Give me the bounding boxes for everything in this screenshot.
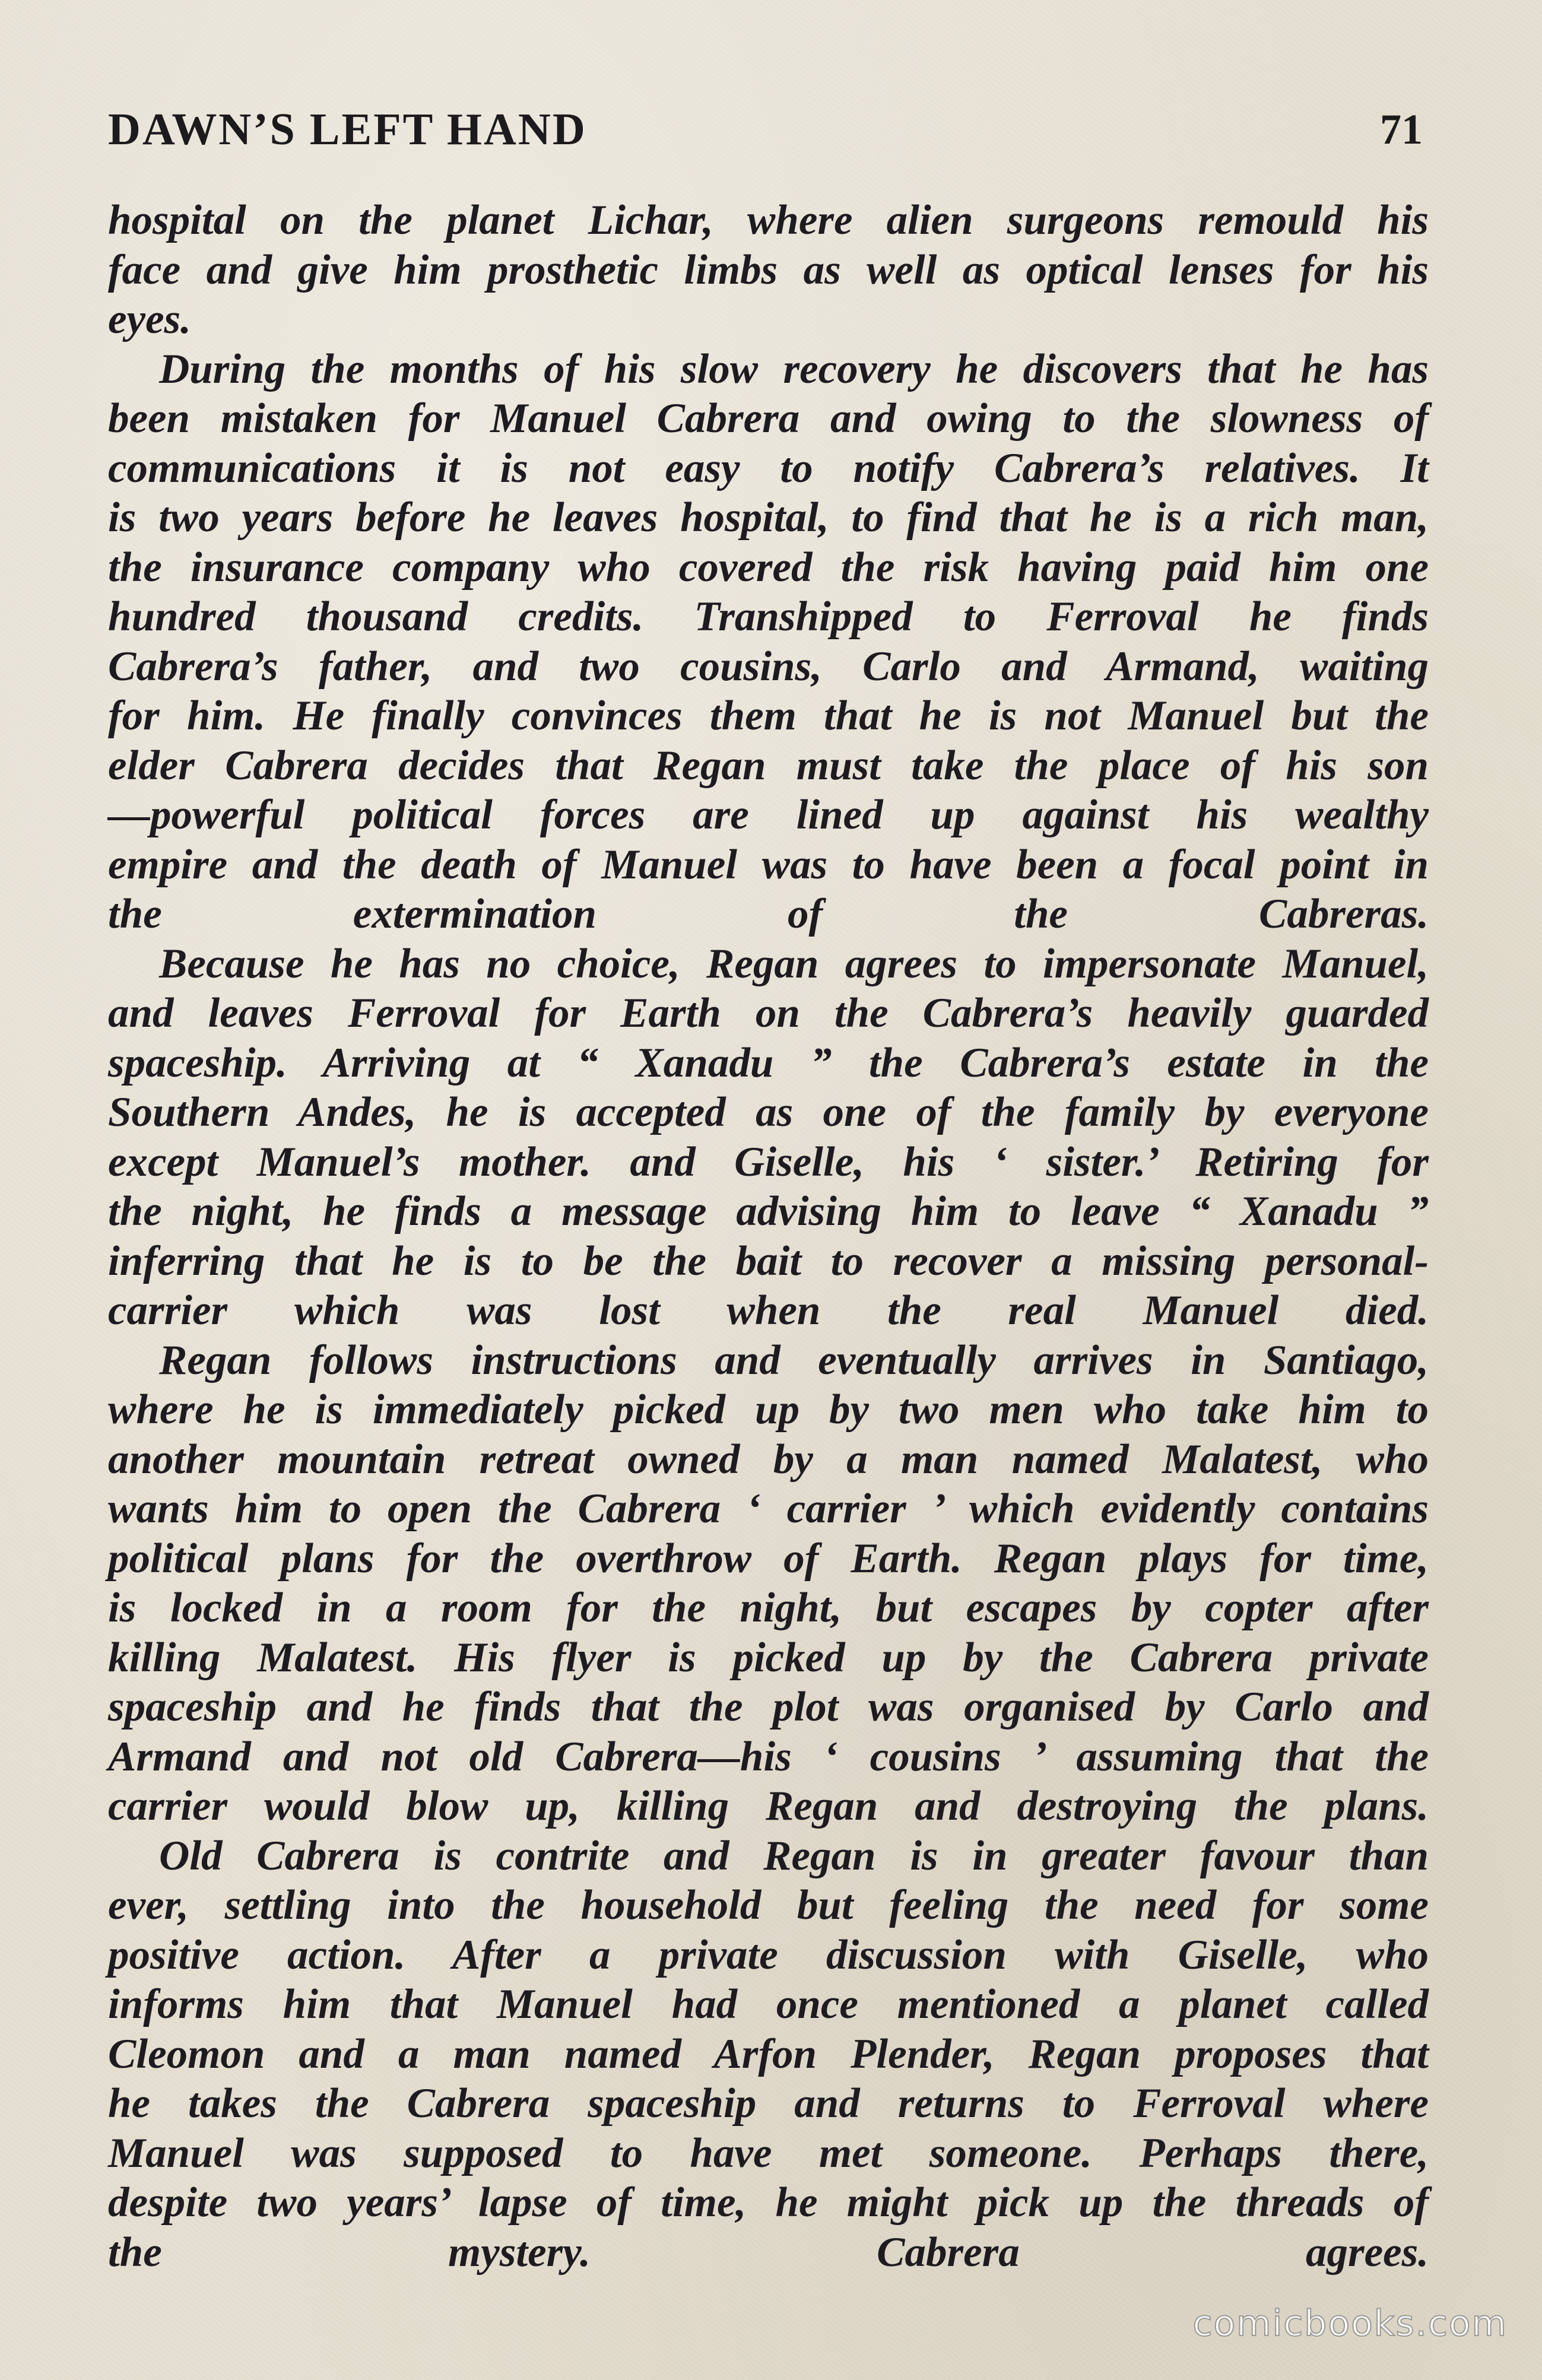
text-line: the night, he finds a message advising him to leave “ Xanadu ” [108, 1188, 1429, 1235]
text-line: —powerful political forces are lined up against his wealthy [108, 792, 1429, 838]
text-line: spaceship. Arriving at “ Xanadu ” the Cabrera’s estate in the [108, 1039, 1429, 1086]
text-line: Regan follows instructions and eventually arrives in Santiago, [159, 1337, 1429, 1383]
text-line: is locked in a room for the night, but escapes by copter after [108, 1585, 1429, 1631]
text-line: another mountain retreat owned by a man named Malatest, who [108, 1436, 1429, 1483]
text-line: been mistaken for Manuel Cabrera and owing to the slowness of [108, 395, 1429, 442]
text-line: Old Cabrera is contrite and Regan is in greater favour than [159, 1832, 1429, 1879]
text-line: hospital on the planet Lichar, where alien surgeons remould his [108, 197, 1429, 243]
text-line: for him. He finally convinces them that he is not Manuel but the [108, 693, 1429, 739]
text-line: inferring that he is to be the bait to recover a missing personal- [108, 1237, 1429, 1284]
page-number: 71 [1380, 106, 1423, 153]
paragraph-4 [108, 1336, 1429, 1832]
paragraph-3 [108, 940, 1429, 1336]
text-line: the insurance company who covered the risk having paid him one [108, 544, 1429, 591]
text-line: he takes the Cabrera spaceship and returns to Ferroval where [108, 2080, 1429, 2127]
text-line: except Manuel’s mother. and Giselle, his ‘ sister.’ Retiring for [108, 1138, 1429, 1185]
text-line: Armand and not old Cabrera—his ‘ cousins ’ assuming that the [108, 1733, 1429, 1780]
running-title: DAWN’S LEFT HAND [108, 104, 587, 154]
text-line: spaceship and he finds that the plot was organised by Carlo and [108, 1684, 1429, 1730]
text-line: During the months of his slow recovery he discovers that he has [159, 345, 1429, 392]
text-line: and leaves Ferroval for Earth on the Cabrera’s heavily guarded [108, 990, 1429, 1036]
text-line: ever, settling into the household but feeling the need for some [108, 1882, 1429, 1928]
paragraph-2 [108, 345, 1429, 940]
text-line: informs him that Manuel had once mentioned a planet called [108, 1981, 1429, 2027]
text-line: Cleomon and a man named Arfon Plender, Regan proposes that [108, 2030, 1429, 2077]
text-line: killing Malatest. His flyer is picked up by the Cabrera private [108, 1634, 1429, 1681]
running-head [108, 100, 1423, 165]
text-line: positive action. After a private discussion with Giselle, who [108, 1931, 1429, 1978]
text-line: carrier which was lost when the real Manuel died. [108, 1287, 1429, 1334]
text-line: elder Cabrera decides that Regan must take the place of his son [108, 742, 1429, 789]
text-line: the mystery. Cabrera agrees. [108, 2229, 1429, 2276]
text-line: wants him to open the Cabrera ‘ carrier ’ which evidently contains [108, 1486, 1429, 1532]
text-line: hundred thousand credits. Transhipped to Ferroval he finds [108, 594, 1429, 640]
text-line: Manuel was supposed to have met someone. Perhaps there, [108, 2130, 1429, 2176]
text-line: carrier would blow up, killing Regan and destroying the plans. [108, 1783, 1429, 1829]
text-line: face and give him prosthetic limbs as well as optical lenses for his [108, 246, 1429, 293]
text-line: is two years before he leaves hospital, to find that he is a rich man, [108, 494, 1429, 541]
text-line: the extermination of the Cabreras. [108, 891, 1429, 937]
text-line: Southern Andes, he is accepted as one of the family by everyone [108, 1089, 1429, 1135]
text-line: where he is immediately picked up by two men who take him to [108, 1386, 1429, 1433]
text-line: despite two years’ lapse of time, he might pick up the threads of [108, 2179, 1429, 2226]
body-text [108, 196, 1429, 2277]
watermark: comicbooks.com [1192, 2303, 1508, 2344]
text-line: political plans for the overthrow of Earth. Regan plays for time, [108, 1535, 1429, 1582]
text-line: eyes. [108, 296, 191, 342]
text-line: Cabrera’s father, and two cousins, Carlo and Armand, waiting [108, 643, 1429, 690]
paragraph-5 [108, 1832, 1429, 2278]
paragraph-1 [108, 196, 1429, 345]
text-line: Because he has no choice, Regan agrees to impersonate Manuel, [159, 940, 1429, 987]
text-line: communications it is not easy to notify Cabrera’s relatives. It [108, 445, 1429, 491]
text-line: empire and the death of Manuel was to have been a focal point in [108, 841, 1429, 888]
